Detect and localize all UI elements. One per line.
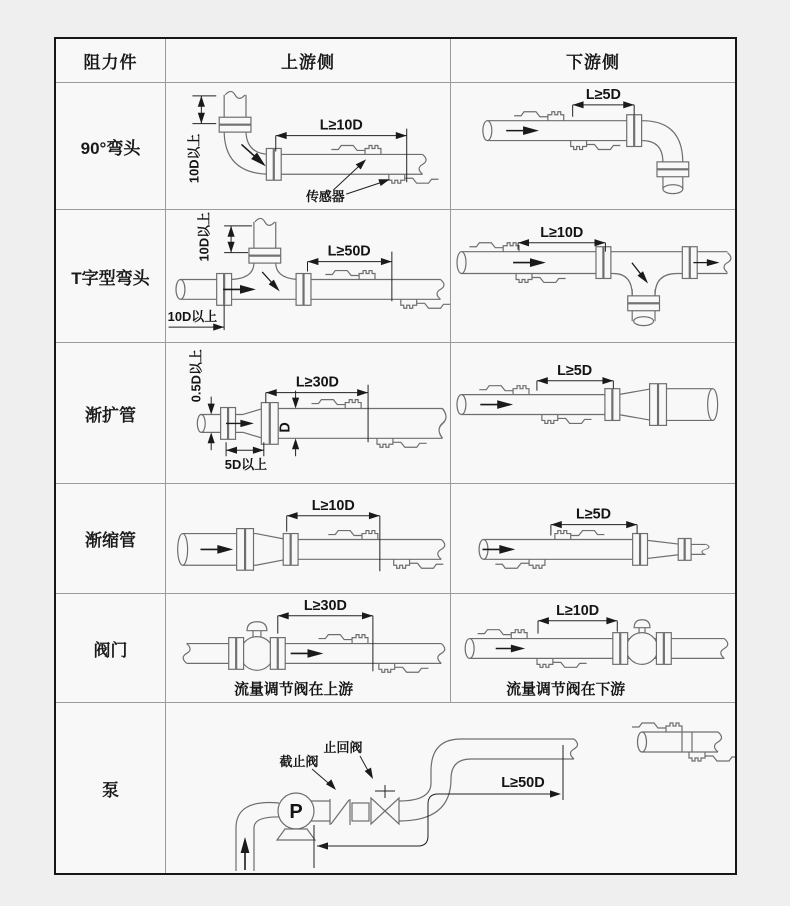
cone-dim-label: 5D以上 [224, 457, 268, 473]
caption: 流量调节阀在下游 [506, 682, 626, 699]
sensor-bottom-icon [379, 663, 429, 672]
sensor-top-icon [478, 630, 528, 639]
valve-handle [634, 620, 650, 628]
sensor-bottom-icon [516, 274, 566, 283]
sensor-bottom-icon [377, 438, 427, 447]
inlet-dim-label: 10D以上 [167, 309, 218, 325]
flow-arrow [506, 126, 539, 135]
header-upstream [166, 39, 451, 83]
riser-dim-label: 10D以上 [196, 212, 212, 262]
header-downstream-label: 下游侧 [566, 53, 620, 72]
sensor-bottom-icon [537, 658, 587, 667]
reducer-upstream-drawing [166, 484, 450, 593]
row-label-pump: 泵 [56, 703, 166, 873]
length-dim-label: L≥10D [540, 224, 584, 241]
length-dim-label: L≥5D [585, 86, 621, 103]
sensor-top-icon [328, 531, 378, 540]
stop-valve-label: 截止阀 [279, 754, 319, 769]
sensor-bottom-icon [394, 559, 444, 568]
pump-letter: P [289, 801, 303, 823]
sensor-top-icon [469, 243, 519, 252]
flow-arrow [480, 400, 513, 409]
diagram-pump [166, 703, 735, 873]
tee-downstream-drawing [451, 210, 735, 342]
pump-drawing [166, 703, 735, 873]
pump-base [277, 829, 315, 840]
valve-body [626, 633, 658, 665]
sensor-top-icon [325, 271, 375, 280]
check-valve-label: 止回阀 [323, 740, 363, 755]
length-dim-label: L≥50D [501, 775, 545, 791]
sensor-bottom-icon [389, 174, 439, 183]
sensor-bottom-icon [571, 141, 621, 150]
caption: 流量调节阀在上游 [234, 682, 354, 699]
sensor-top-icon [514, 112, 564, 121]
elbow-downstream-drawing [451, 83, 735, 209]
diameter-label: D [277, 422, 294, 433]
valve-upstream-drawing [166, 594, 450, 702]
sensor-top-icon [479, 386, 529, 395]
sensor-label: 传感器 [306, 189, 345, 205]
elbow-upstream-drawing [166, 83, 450, 209]
sensor-top-icon [632, 723, 682, 732]
sensor-bottom-icon [495, 559, 545, 568]
header-upstream-label: 上游侧 [281, 53, 335, 72]
reducer-downstream-drawing [451, 484, 735, 593]
tee-upstream-drawing [166, 210, 450, 342]
flow-arrow-branch [629, 261, 651, 286]
sensor-bottom-icon [401, 299, 450, 308]
sensor-top-icon [555, 531, 605, 540]
diagram-elbow-upstream [166, 83, 451, 210]
header-obstruction [56, 39, 166, 83]
check-valve-icon [371, 798, 399, 824]
diagram-reducer-downstream [451, 484, 735, 594]
flow-arrow [291, 649, 324, 658]
diagram-elbow-downstream [451, 83, 735, 210]
diagram-expander-downstream [451, 343, 735, 484]
header-obstruction-label: 阻力件 [83, 53, 138, 72]
flow-arrow [239, 141, 269, 169]
diagram-valve-downstream [451, 594, 735, 703]
installation-requirements-table [54, 37, 737, 875]
sensor-top-icon [331, 146, 381, 155]
flow-arrow [200, 545, 233, 554]
length-dim-label: L≥30D [303, 597, 347, 614]
row-label-expander: 渐扩管 [56, 343, 166, 484]
header-downstream [451, 39, 735, 83]
flow-arrow-inlet [241, 837, 250, 870]
valve-handle [247, 622, 267, 631]
diagram-expander-upstream [166, 343, 451, 484]
diagram-reducer-upstream [166, 484, 451, 594]
length-dim-label: L≥50D [327, 243, 371, 260]
sensor-bottom-icon [542, 414, 592, 423]
stop-valve-icon [330, 799, 350, 825]
sensor-top-icon [318, 635, 368, 644]
length-dim-label: L≥30D [295, 374, 339, 391]
valve-downstream-drawing [451, 594, 735, 702]
diagram-tee-upstream [166, 210, 451, 343]
spool-piece [352, 803, 369, 821]
sensor-top-icon [311, 400, 361, 409]
sensor-bottom-icon [689, 752, 735, 761]
riser-dim-label: 10D以上 [186, 133, 202, 184]
row-label-elbow: 90°弯头 [56, 83, 166, 210]
length-dim-label: L≥10D [556, 602, 600, 619]
valve-body [240, 637, 274, 671]
flow-arrow [513, 258, 546, 267]
length-dim-label: L≥5D [575, 506, 612, 523]
flow-arrow [496, 645, 525, 653]
row-label-valve: 阀门 [56, 594, 166, 703]
length-dim-label: L≥10D [311, 497, 355, 514]
gap-dim-label: 0.5D以上 [188, 349, 204, 403]
expander-upstream-drawing [166, 343, 450, 483]
length-dim-label: L≥5D [557, 362, 593, 379]
row-label-tee: T字型弯头 [56, 210, 166, 343]
length-dim-label: L≥10D [319, 117, 363, 134]
diagram-tee-downstream [451, 210, 735, 343]
diagram-valve-upstream [166, 594, 451, 703]
row-label-reducer: 渐缩管 [56, 484, 166, 594]
expander-downstream-drawing [451, 343, 735, 483]
